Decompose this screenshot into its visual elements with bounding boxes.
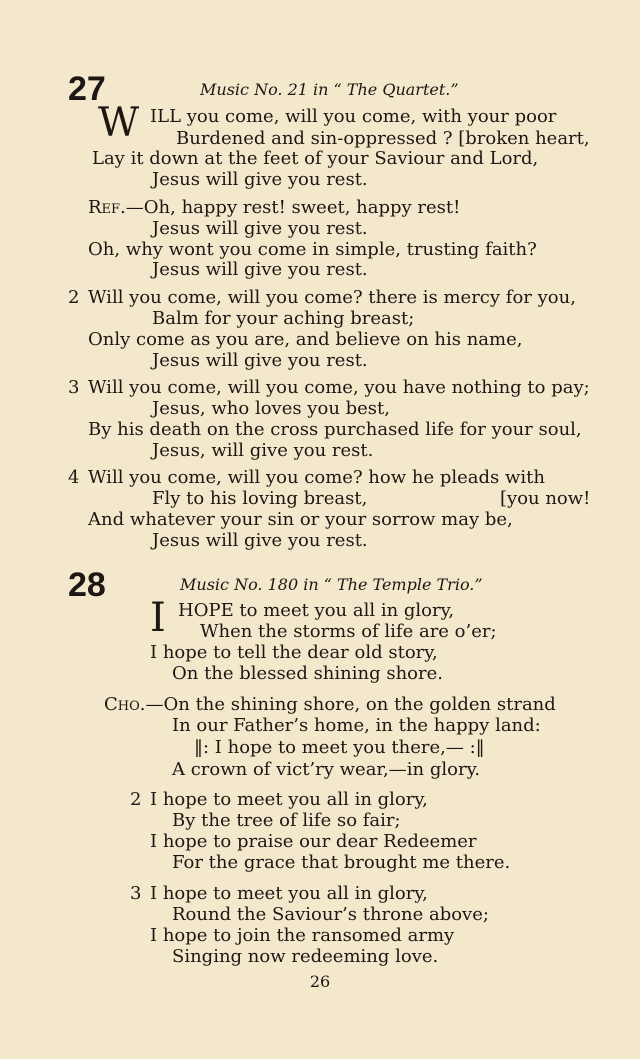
verse-line: By his death on the cross purchased life for your soul, [88,419,582,440]
verse-line: I hope to praise our dear Redeemer [150,831,477,852]
verse-line: Will you come, will you come? how he pleads with [88,467,545,488]
verse-line: By the tree of life so fair; [172,810,401,831]
hymn-27-line: ILL you come, will you come, with your poor [150,106,557,127]
verse-line: I hope to meet you all in glory, [150,789,428,810]
refrain-text: —Oh, happy rest! sweet, happy rest! [125,197,461,218]
verse-line: Jesus will give you rest. [152,530,368,551]
verse-line: Will you come, will you come, you have nothing to pay; [88,377,590,398]
verse-number: 2 [130,789,142,810]
hymn-28-chorus-line [104,694,556,716]
hymn-28-drop-cap: I [150,595,166,641]
page-number: 26 [309,972,331,991]
hymn-28-line: When the storms of life are o’er; [200,621,497,642]
verse-line: For the grace that brought me there. [172,852,511,873]
verse-line: Round the Saviour’s throne above; [172,904,489,925]
hymn-28-line: HOPE to meet you all in glory, [178,600,455,621]
verse-line: [you now! [500,488,591,509]
hymn-27-music-reference: Music No. 21 in “ The Quartet.” [200,80,459,99]
hymn-27-refrain-line: Jesus will give you rest. [152,259,368,280]
hymn-28-line: I hope to tell the dear old story, [150,642,438,663]
chorus-label: Cho. [104,694,146,715]
verse-number: 3 [130,883,142,904]
verse-line: Singing now redeeming love. [172,946,439,967]
hymn-27-line: Jesus will give you rest. [152,169,368,190]
hymn-27-line: Lay it down at the feet of your Saviour and Lord, [92,148,539,169]
hymn-28-music-reference: Music No. 180 in “ The Temple Trio.” [180,575,483,594]
hymn-28-chorus-line: ‖: I hope to meet you there,— :‖ [194,737,485,758]
hymn-number-28: 28 [68,566,106,604]
hymn-27-refrain-line: Jesus will give you rest. [152,218,368,239]
verse-line: Only come as you are, and believe on his name, [88,329,523,350]
verse-number: 3 [68,377,80,398]
verse-line: Jesus will give you rest. [152,350,368,371]
verse-number: 2 [68,287,80,308]
hymn-27-drop-cap: W [98,100,140,146]
hymn-27-line: Burdened and sin-oppressed ? [broken heart, [176,128,590,149]
chorus-text: —On the shining shore, on the golden strand [145,694,556,715]
verse-line: I hope to join the ransomed army [150,925,455,946]
verse-line: And whatever your sin or your sorrow may be, [88,509,513,530]
verse-line: Fly to his loving breast, [152,488,368,509]
hymn-28-chorus-line: A crown of vict’ry wear,—in glory. [172,759,481,780]
verse-line: I hope to meet you all in glory, [150,883,428,904]
verse-number: 4 [68,467,80,488]
hymn-28-chorus-line: In our Father’s home, in the happy land: [172,715,541,736]
hymn-27-refrain-line: Oh, why wont you come in simple, trusting faith? [88,239,537,260]
hymn-number-27: 27 [68,70,106,108]
verse-line: Will you come, will you come? there is mercy for you, [88,287,576,308]
hymn-28-line: On the blessed shining shore. [172,663,443,684]
verse-line: Balm for your aching breast; [152,308,415,329]
verse-line: Jesus, will give you rest. [152,440,374,461]
verse-line: Jesus, who loves you best, [152,398,390,419]
hymn-27-refrain-line [88,197,460,219]
refrain-label: Ref. [88,197,126,218]
